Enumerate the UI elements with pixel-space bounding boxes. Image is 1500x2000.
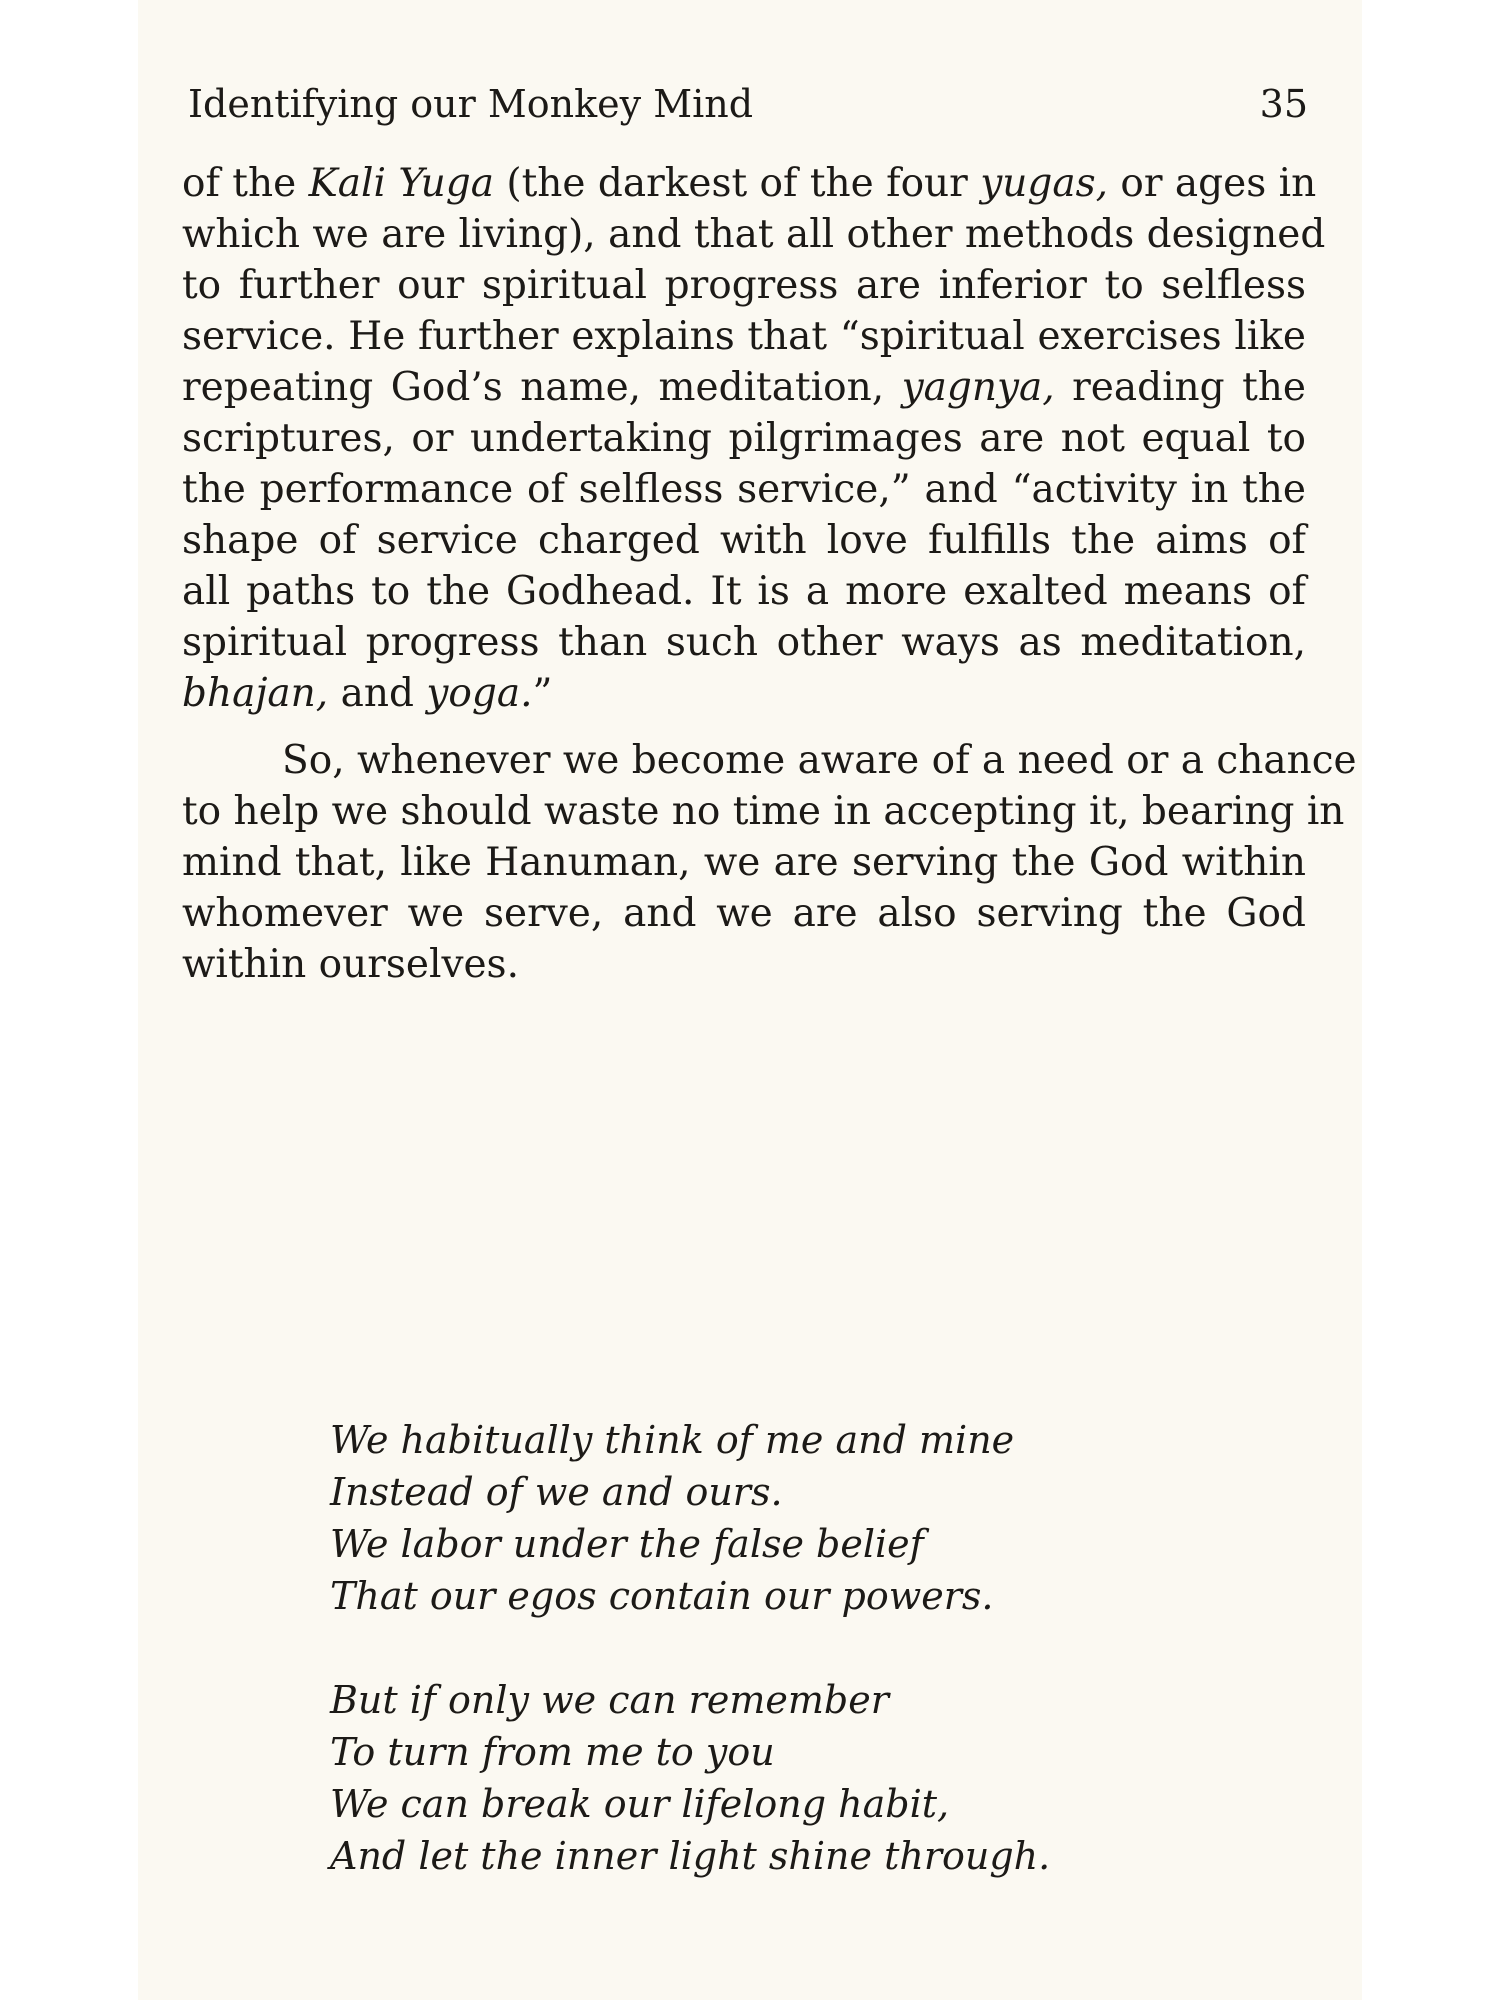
poem-line: We can break our lifelong habit, (330, 1782, 950, 1826)
poem-line: And let the inner light shine through. (330, 1834, 1051, 1878)
running-header (188, 76, 1308, 132)
body-line: shape of service charged with love fulfills the aims of (182, 518, 1306, 563)
poem-line: To turn from me to you (330, 1730, 775, 1774)
body-line: mind that, like Hanuman, we are serving the God within (182, 840, 1306, 885)
poem-line: Instead of we and ours. (330, 1470, 783, 1514)
body-line: bhajan, and yoga.” (182, 671, 553, 716)
italic-term: yoga. (426, 671, 533, 716)
chapter-title: Identifying our Monkey Mind (188, 82, 754, 126)
poem-line: That our egos contain our powers. (330, 1574, 994, 1618)
body-line: which we are living), and that all other methods designed (182, 212, 1326, 257)
italic-term: yugas, (980, 161, 1108, 206)
poem-line: We labor under the false belief (330, 1522, 924, 1566)
body-line: service. He further explains that “spiritual exercises like (182, 314, 1306, 359)
italic-term: yagnya, (901, 365, 1055, 410)
body-line: to further our spiritual progress are inferior to selfless (182, 263, 1306, 308)
poem-line: But if only we can remember (330, 1678, 889, 1722)
body-line: to help we should waste no time in accepting it, bearing in (182, 789, 1345, 834)
poem-line: We habitually think of me and mine (330, 1418, 1015, 1462)
italic-term: bhajan, (182, 671, 329, 716)
body-line: of the Kali Yuga (the darkest of the four yugas, or ages in (182, 161, 1317, 206)
book-page (138, 0, 1362, 2000)
body-line: spiritual progress than such other ways as meditation, (182, 620, 1306, 665)
body-line: repeating God’s name, meditation, yagnya, reading the (182, 365, 1306, 410)
page-number: 35 (1259, 82, 1308, 126)
italic-term: Kali Yuga (308, 161, 495, 206)
body-line: So, whenever we become aware of a need or a chance (282, 738, 1357, 783)
body-line: whomever we serve, and we are also serving the God (182, 891, 1306, 936)
body-line: the performance of selfless service,” and “activity in the (182, 467, 1306, 512)
body-line: all paths to the Godhead. It is a more exalted means of (182, 569, 1306, 614)
body-line: scriptures, or undertaking pilgrimages are not equal to (182, 416, 1306, 461)
body-line: within ourselves. (182, 942, 519, 987)
